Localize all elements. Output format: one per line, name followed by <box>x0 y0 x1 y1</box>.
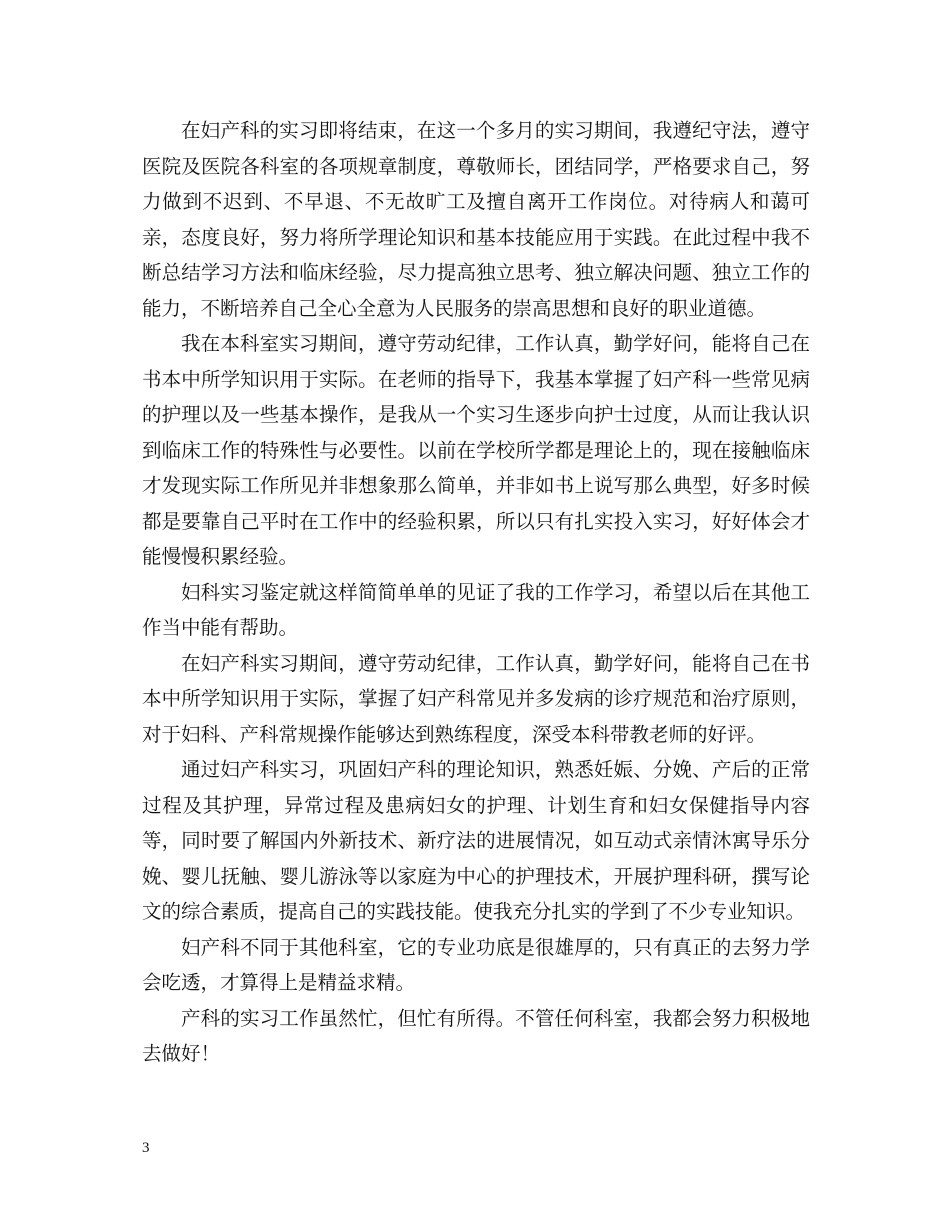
paragraph-2: 我在本科室实习期间，遵守劳动纪律，工作认真，勤学好问，能将自己在书本中所学知识用于实际。在老师的指导下，我基本掌握了妇产科一些常见病的护理以及一些基本操作，是我从一个实习生逐步向护士过度，从而让我认识到临床工作的特殊性与必要性。以前在学校所学都是理论上的，现在接触临床才发现实际工作所见并非想象那么简单，并非如书上说写那么典型，好多时候都是要靠自己平时在工作中的经验积累，所以只有扎实投入实习，好好体会才能慢慢积累经验。 <box>142 332 810 568</box>
document-body <box>142 113 810 1072</box>
paragraph-5: 通过妇产科实习，巩固妇产科的理论知识，熟悉妊娠、分娩、产后的正常过程及其护理，异常过程及患病妇女的护理、计划生育和妇女保健指导内容等，同时要了解国内外新技术、新疗法的进展情况，如互动式亲情沐寓导乐分娩、婴儿抚触、婴儿游泳等以家庭为中心的护理技术，开展护理科研，撰写论文的综合素质，提高自己的实践技能。使我充分扎实的学到了不少专业知识。 <box>142 758 810 923</box>
paragraph-3: 妇科实习鉴定就这样简简单单的见证了我的工作学习，希望以后在其他工作当中能有帮助。 <box>142 580 810 639</box>
paragraph-1: 在妇产科的实习即将结束，在这一个多月的实习期间，我遵纪守法，遵守医院及医院各科室的各项规章制度，尊敬师长，团结同学，严格要求自己，努力做到不迟到、不早退、不无故旷工及擅自离开工作岗位。对待病人和蔼可亲，态度良好，努力将所学理论知识和基本技能应用于实践。在此过程中我不断总结学习方法和临床经验，尽力提高独立思考、独立解决问题、独立工作的能力，不断培养自己全心全意为人民服务的崇高思想和良好的职业道德。 <box>142 119 810 320</box>
paragraph-6: 妇产科不同于其他科室，它的专业功底是很雄厚的，只有真正的去努力学会吃透，才算得上是精益求精。 <box>142 935 810 994</box>
page-number: 3 <box>142 1140 150 1156</box>
paragraph-7: 产科的实习工作虽然忙，但忙有所得。不管任何科室，我都会努力积极地去做好！ <box>142 1006 810 1065</box>
paragraph-4: 在妇产科实习期间，遵守劳动纪律，工作认真，勤学好问，能将自己在书本中所学知识用于实际，掌握了妇产科常见并多发病的诊疗规范和治疗原则，对于妇科、产科常规操作能够达到熟练程度，深受本科带教老师的好评。 <box>142 651 810 746</box>
